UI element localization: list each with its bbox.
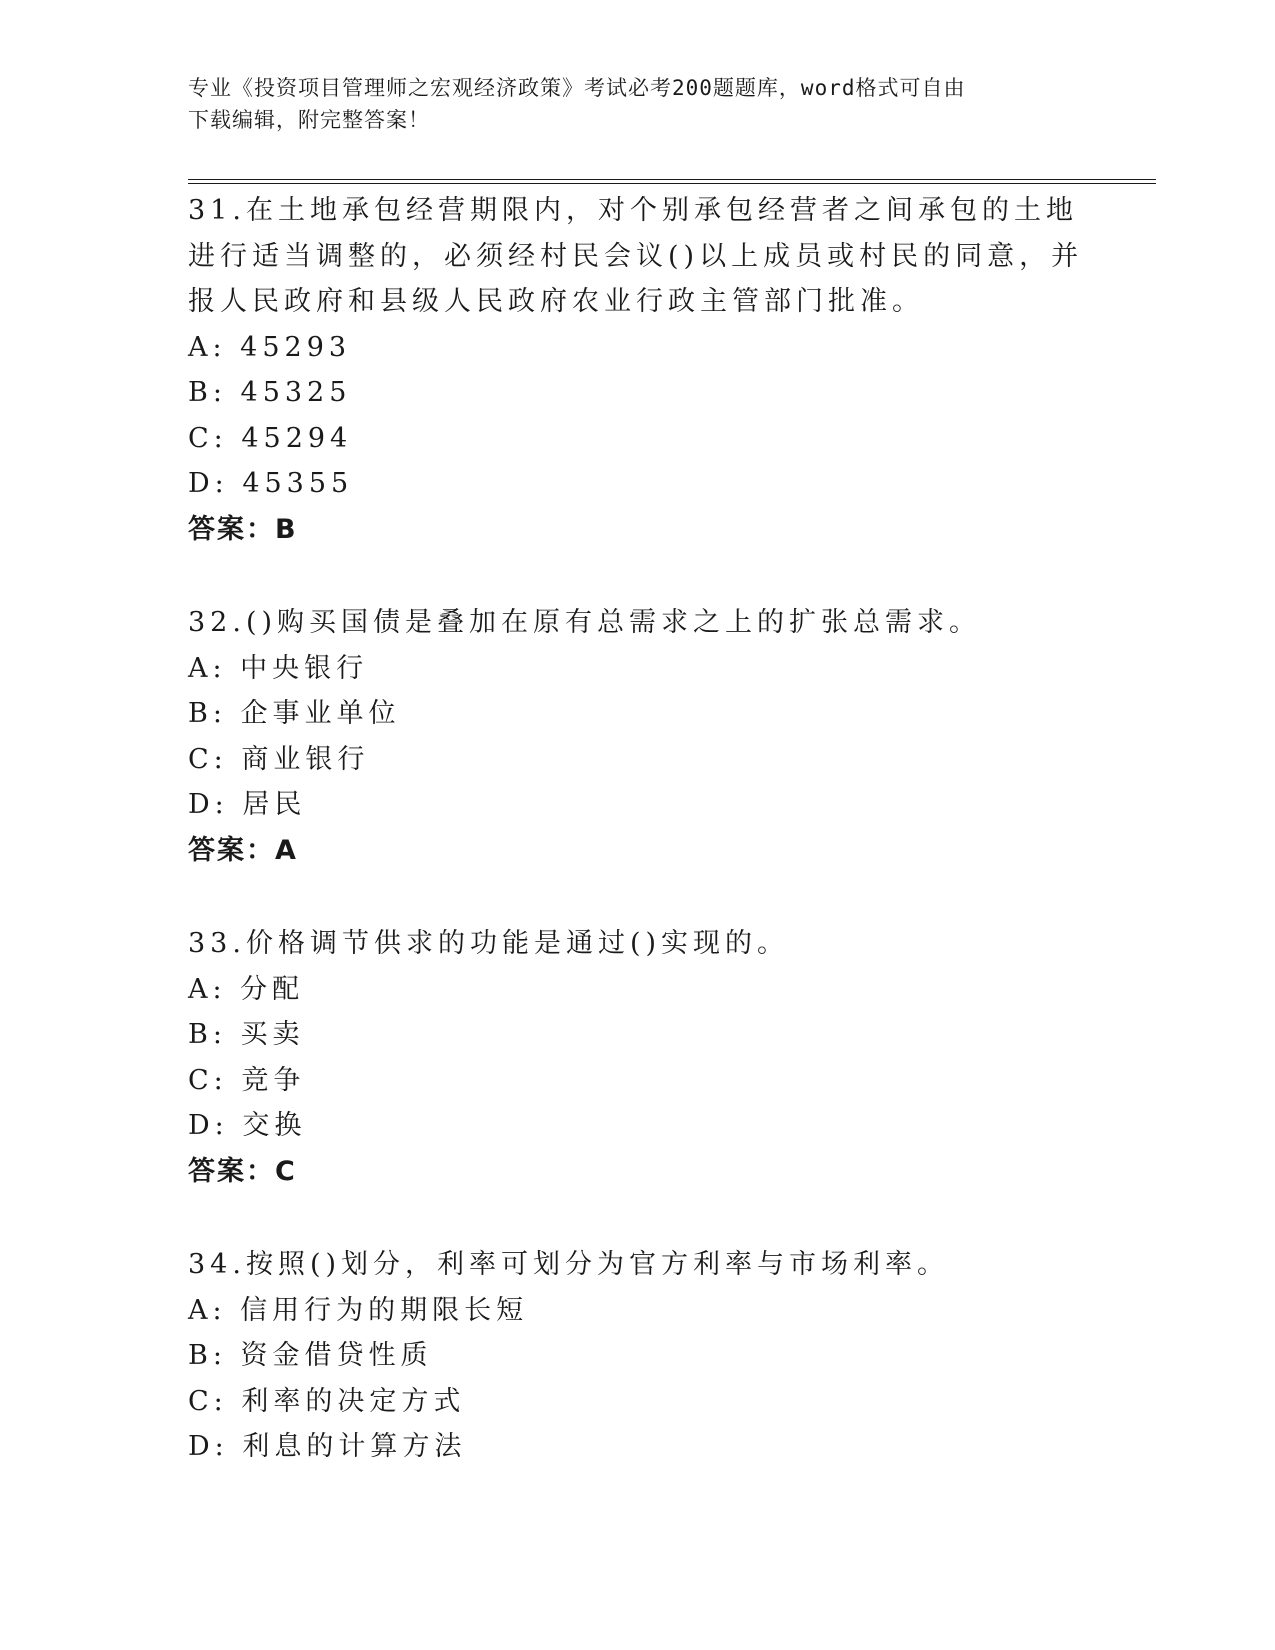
option-c: C: 竞争: [188, 1064, 306, 1096]
option-a: A: 中央银行: [188, 652, 369, 684]
question-33: [188, 921, 1088, 1194]
question-stem: 31.在土地承包经营期限内，对个别承包经营者之间承包的土地进行适当调整的，必须经村民会议()以上成员或村民的同意，并报人民政府和县级人民政府农业行政主管部门批准。: [188, 195, 1084, 317]
option-b: B: 45325: [188, 377, 352, 408]
question-31: [188, 188, 1088, 552]
option-d: D: 利息的计算方法: [188, 1431, 467, 1462]
option-c: C: 45294: [188, 422, 353, 454]
option-a: A: 分配: [188, 973, 305, 1005]
option-d: D: 45355: [188, 468, 354, 499]
header-divider-top: [188, 179, 1156, 180]
question-stem: 32.()购买国债是叠加在原有总需求之上的扩张总需求。: [188, 607, 982, 638]
header-line-2: 下载编辑，附完整答案！: [188, 108, 430, 132]
header-divider-bottom: [188, 183, 1156, 184]
option-d: D: 交换: [188, 1110, 307, 1141]
answer: 答案：A: [188, 834, 298, 866]
question-stem: 33.价格调节供求的功能是通过()实现的。: [188, 928, 790, 959]
answer: 答案：C: [188, 1155, 297, 1187]
option-c: C: 利率的决定方式: [188, 1385, 466, 1417]
question-stem: 34.按照()划分，利率可划分为官方利率与市场利率。: [188, 1249, 950, 1280]
option-b: B: 买卖: [188, 1019, 305, 1050]
option-a: A: 信用行为的期限长短: [188, 1294, 529, 1326]
header-line-1: 专业《投资项目管理师之宏观经济政策》考试必考200题题库，word格式可自由: [188, 76, 966, 100]
question-list: [188, 188, 1088, 1518]
document-header: [188, 72, 1088, 136]
option-b: B: 资金借贷性质: [188, 1340, 433, 1371]
question-32: [188, 600, 1088, 873]
option-a: A: 45293: [188, 331, 352, 363]
question-34: [188, 1242, 1088, 1470]
answer: 答案：B: [188, 513, 298, 545]
option-c: C: 商业银行: [188, 743, 370, 775]
option-d: D: 居民: [188, 789, 307, 820]
option-b: B: 企事业单位: [188, 698, 401, 729]
